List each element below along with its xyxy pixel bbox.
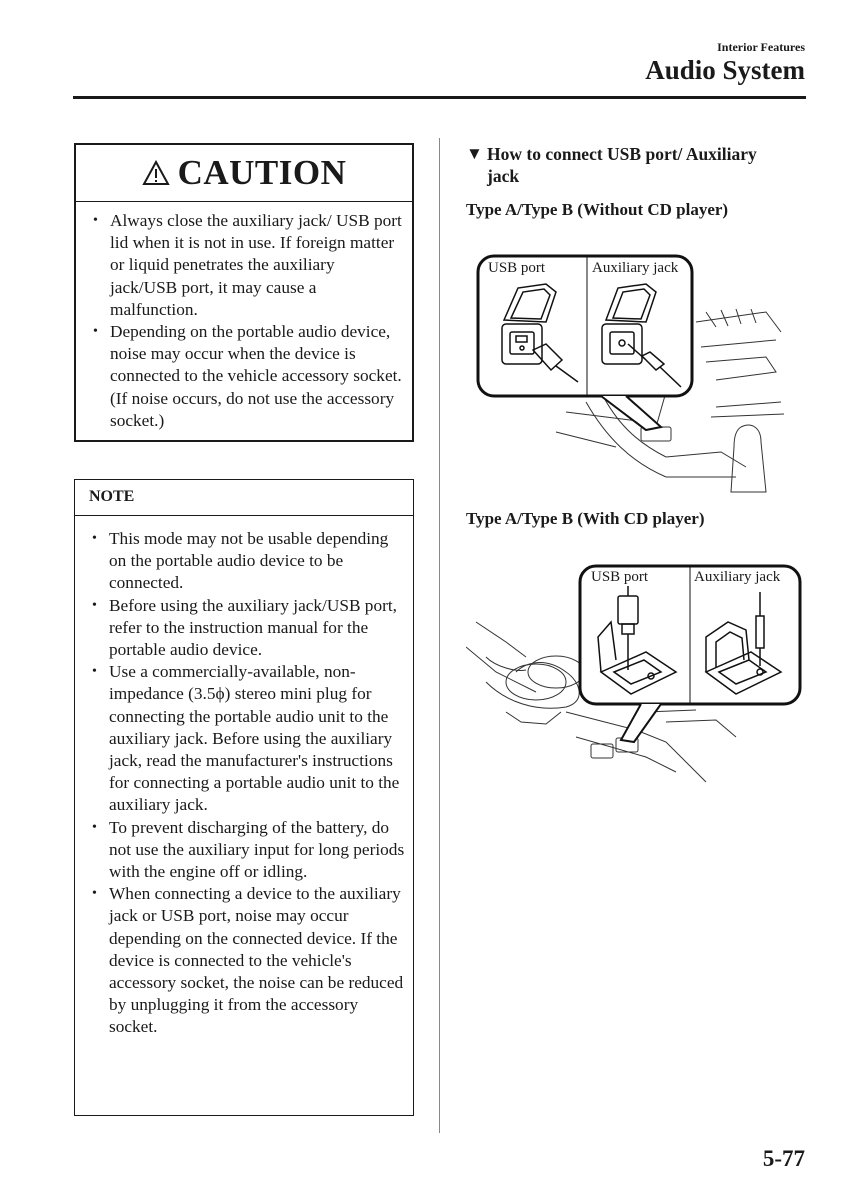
section-heading bbox=[466, 143, 786, 187]
section-heading-text: How to connect USB port/ Auxiliary jack bbox=[487, 144, 757, 186]
caution-list bbox=[90, 210, 404, 432]
note-list bbox=[89, 528, 405, 1039]
note-item: • This mode may not be usable depending on the portable audio device to be connected. bbox=[89, 528, 405, 595]
note-item: • To prevent discharging of the battery, do not use the auxiliary input for long periods with the engine off or idling. bbox=[89, 817, 405, 884]
caution-title: CAUTION bbox=[177, 153, 347, 192]
note-item: • Before using the auxiliary jack/USB port, refer to the instruction manual for the portable audio device. bbox=[89, 595, 405, 662]
console-illustration bbox=[466, 562, 804, 800]
note-item: • Use a commercially-available, non-impedance (3.5ϕ) stereo mini plug for connecting the portable audio unit to the auxiliary jack. Before using the auxiliary jack, read the manufacturer's instructions for connecting a portable audio unit to the auxiliary jack. bbox=[89, 661, 405, 816]
note-box bbox=[74, 479, 414, 1116]
note-title: NOTE bbox=[75, 480, 413, 516]
usb-port-label: USB port bbox=[488, 260, 546, 276]
caution-item: • Always close the auxiliary jack/ USB port lid when it is not in use. If foreign matter or liquid penetrates the auxiliary jack/USB port, it may cause a malfunction. bbox=[90, 210, 404, 321]
figure2-caption: Type A/Type B (With CD player) bbox=[466, 509, 705, 528]
figure-usb-aux-without-cd bbox=[466, 252, 786, 500]
header-rule bbox=[73, 96, 806, 99]
figure1-caption: Type A/Type B (Without CD player) bbox=[466, 200, 729, 219]
usb-port-label: USB port bbox=[591, 569, 649, 585]
caution-item: • Depending on the portable audio device, noise may occur when the device is connected to the vehicle accessory socket. (If noise occurs, do not use the accessory socket.) bbox=[90, 321, 404, 432]
aux-jack-label: Auxiliary jack bbox=[694, 569, 781, 585]
header-section-label: Interior Features bbox=[717, 40, 805, 54]
column-divider bbox=[439, 138, 440, 1133]
caution-header bbox=[76, 145, 412, 202]
aux-jack-label: Auxiliary jack bbox=[592, 260, 679, 276]
page-title: Audio System bbox=[645, 55, 805, 85]
triangle-marker-icon: ▼ bbox=[466, 144, 483, 163]
note-item: • When connecting a device to the auxiliary jack or USB port, noise may occur depending on the connected device. If the device is connected to the vehicle's accessory socket, the noise can be reduced by unplugging it from the accessory socket. bbox=[89, 883, 405, 1038]
warning-triangle-icon bbox=[142, 160, 170, 186]
caution-box bbox=[74, 143, 414, 442]
figure-usb-aux-with-cd bbox=[466, 562, 804, 800]
console-illustration bbox=[466, 252, 786, 500]
page-number: 5-77 bbox=[762, 1146, 805, 1171]
